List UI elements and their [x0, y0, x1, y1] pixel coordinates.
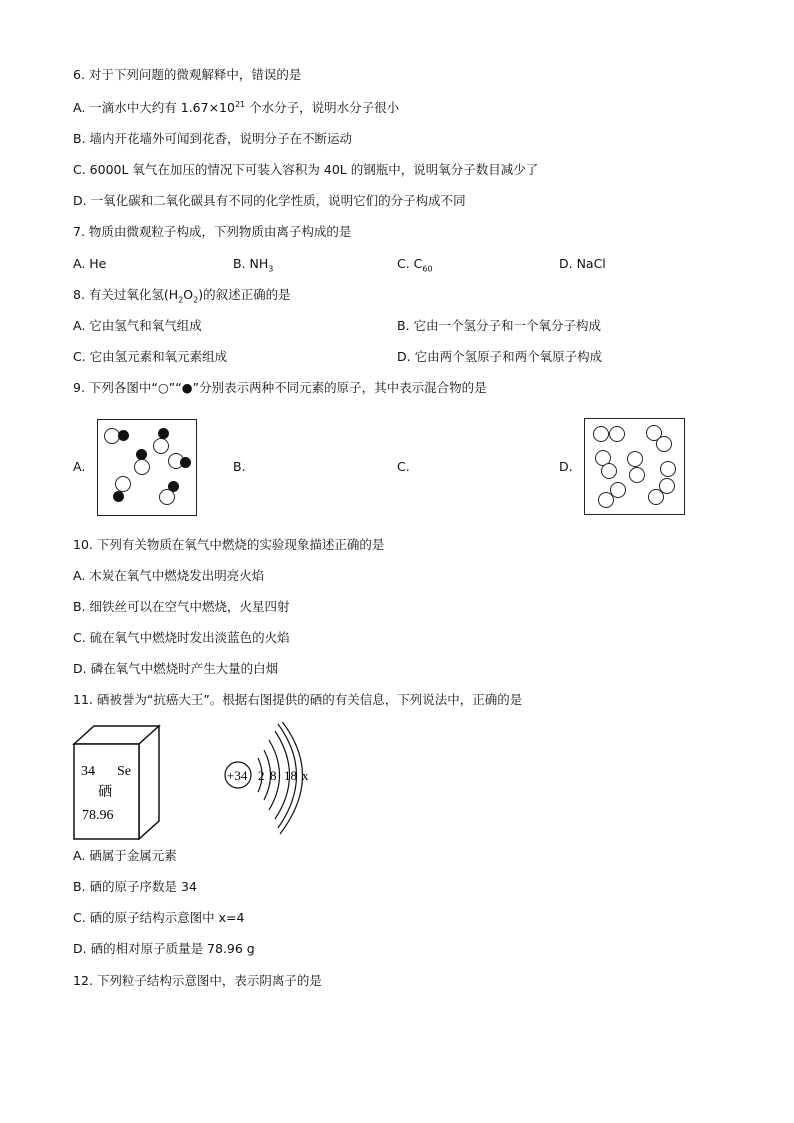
q11-option-b: B. 硒的原子序数是 34	[73, 879, 197, 894]
white-atom	[115, 476, 131, 492]
q10-option-c: C. 硫在氧气中燃烧时发出淡蓝色的火焰	[73, 630, 290, 645]
atomic-mass: 78.96	[82, 808, 114, 823]
element-name: 硒	[98, 785, 112, 800]
black-atom	[113, 491, 124, 502]
q6-option-d: D. 一氧化碳和二氧化碳具有不同的化学性质，说明它们的分子构成不同	[73, 193, 466, 208]
selenium-figure	[72, 722, 342, 840]
white-atom	[159, 489, 175, 505]
white-atom	[609, 426, 625, 442]
black-atom	[118, 430, 129, 441]
q8-stem: 8. 有关过氧化氢$(H_2O_2)$的叙述正确的是	[73, 287, 291, 305]
q12-stem: 12. 下列粒子结构示意图中，表示阴离子的是	[73, 973, 322, 988]
q7-option-b: B. $NH_3$	[233, 256, 274, 274]
element-symbol: Se	[117, 764, 131, 779]
q7-option-a: A. He	[73, 256, 107, 271]
q10-option-b: B. 细铁丝可以在空气中燃烧，火星四射	[73, 599, 290, 614]
q9-option-a: A.	[73, 459, 86, 474]
white-atom	[593, 426, 609, 442]
q9-option-d: D.	[559, 459, 573, 474]
q6-option-c: C. 6000L 氧气在加压的情况下可装入容积为 40L 的钢瓶中，说明氧分子数目减少了	[73, 162, 539, 177]
q9-option-c: C.	[397, 459, 410, 474]
q6-option-a: A. 一滴水中大约有 $1.67\times 10^{21}$ 个水分子，说明水分子很小	[73, 99, 400, 115]
nucleus-charge: +34	[227, 768, 248, 783]
q9-stem: 9. 下列各图中“○”“●”分别表示两种不同元素的原子，其中表示混合物的是	[73, 380, 487, 395]
q11-option-c: C. 硒的原子结构示意图中 x=4	[73, 910, 245, 925]
white-atom	[598, 492, 614, 508]
atomic-number: 34	[81, 764, 95, 779]
shell-2-count: 8	[270, 768, 277, 783]
q10-option-a: A. 木炭在氧气中燃烧发出明亮火焰	[73, 568, 265, 583]
q10-stem: 10. 下列有关物质在氧气中燃烧的实验现象描述正确的是	[73, 537, 385, 552]
white-atom	[660, 461, 676, 477]
white-atom	[134, 459, 150, 475]
q9-diagram-a	[97, 419, 197, 516]
q10-option-d: D. 磷在氧气中燃烧时产生大量的白烟	[73, 661, 279, 676]
q7-option-c: C. $C_{60}$	[397, 256, 433, 274]
q11-option-a: A. 硒属于金属元素	[73, 848, 177, 863]
q7-option-d: D. NaCl	[559, 256, 606, 271]
white-atom	[648, 489, 664, 505]
q7-stem: 7. 物质由微观粒子构成，下列物质由离子构成的是	[73, 224, 352, 239]
white-atom	[601, 463, 617, 479]
q11-option-d: D. 硒的相对原子质量是 78.96 g	[73, 941, 255, 956]
q9-option-b: B.	[233, 459, 246, 474]
q8-option-c: C. 它由氢元素和氧元素组成	[73, 349, 228, 364]
q8-option-d: D. 它由两个氢原子和两个氧原子构成	[397, 349, 603, 364]
shell-3-count: 18	[284, 768, 297, 783]
white-atom	[629, 467, 645, 483]
q9-diagram-d	[584, 418, 685, 515]
q11-stem: 11. 硒被誉为“抗癌大王”。根据右图提供的硒的有关信息，下列说法中，正确的是	[73, 692, 523, 707]
q8-option-b: B. 它由一个氢分子和一个氧分子构成	[397, 318, 602, 333]
white-atom	[153, 438, 169, 454]
white-atom	[627, 451, 643, 467]
q8-option-a: A. 它由氢气和氧气组成	[73, 318, 202, 333]
q6-stem: 6. 对于下列问题的微观解释中，错误的是	[73, 67, 302, 82]
q6-option-b: B. 墙内开花墙外可闻到花香，说明分子在不断运动	[73, 131, 353, 146]
white-atom	[656, 436, 672, 452]
shell-4-count: x	[302, 768, 309, 783]
shell-1-count: 2	[258, 768, 265, 783]
black-atom	[180, 457, 191, 468]
